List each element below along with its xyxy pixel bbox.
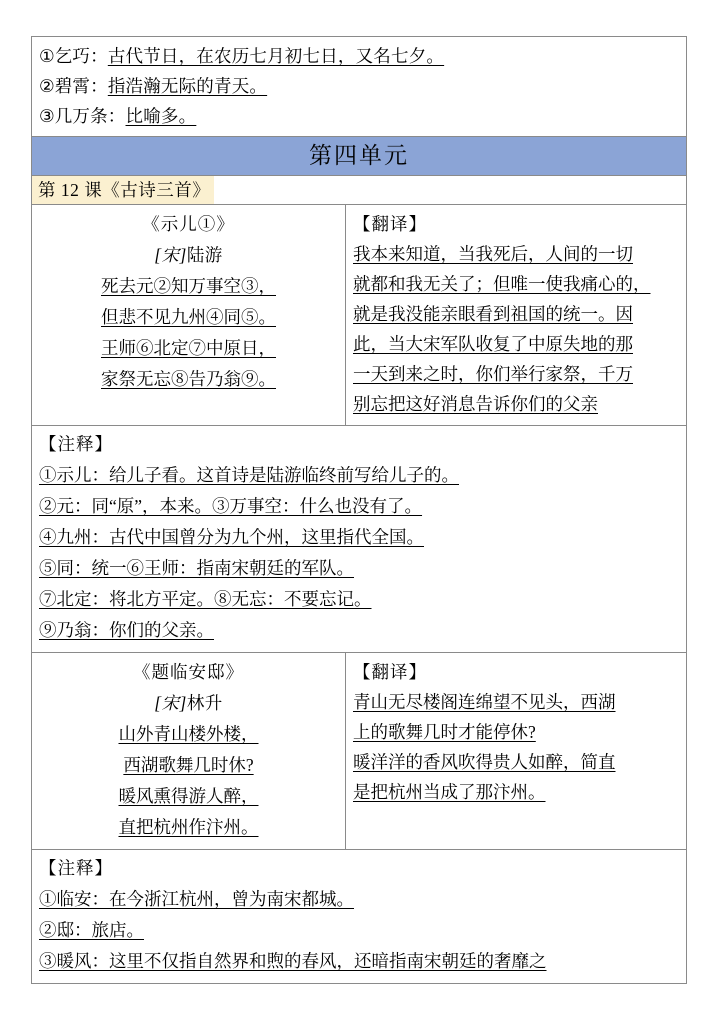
- note-marker: ②: [39, 76, 55, 96]
- note-term: 几万条：: [54, 106, 126, 126]
- poem2-translation-cell: [346, 653, 687, 850]
- translation-line: [353, 389, 681, 419]
- notes-line: [39, 460, 680, 491]
- note-term: 碧霄：: [54, 76, 108, 96]
- notes-line-text: ③暖风：这里不仅指自然界和煦的春风，还暗指南宋朝廷的奢靡之: [39, 951, 547, 971]
- translation-line-text: 上的歌舞几时才能停休?: [353, 722, 536, 742]
- unit-banner-row: [32, 137, 687, 176]
- translation-line: [353, 717, 681, 747]
- poem1-line: [36, 271, 341, 302]
- lesson-header-cell: [32, 176, 687, 205]
- poem2-title: 《题临安邸》: [133, 662, 244, 682]
- poem1-title: 《示儿①》: [142, 214, 235, 234]
- note-line: [39, 71, 680, 101]
- notes-line-text: ②邸：旅店。: [39, 920, 144, 940]
- translation-line: [353, 269, 681, 299]
- notes-line-text: ①临安：在今浙江杭州，曾为南宋都城。: [39, 889, 354, 909]
- note-line: [39, 101, 680, 131]
- translation-line: [353, 359, 681, 389]
- lesson-header-row: [32, 176, 687, 205]
- unit-banner: 第四单元: [32, 137, 687, 176]
- poem2-translation-body: [346, 653, 686, 813]
- poem1-translation-body: [346, 205, 686, 425]
- translation-line-text: 是把杭州当成了那汴州。: [353, 782, 546, 802]
- poem2-line: [36, 750, 341, 781]
- notes-line: [39, 491, 680, 522]
- note-definition: 指浩瀚无际的青天。: [107, 76, 268, 96]
- notes-line-text: ⑤同：统一⑥王师：指南宋朝廷的军队。: [39, 558, 354, 578]
- notes-line-text: ④九州：古代中国曾分为九个州，这里指代全国。: [39, 527, 424, 547]
- note-term: 乞巧：: [54, 46, 108, 66]
- note-definition: 古代节日，在农历七月初七日，又名七夕。: [107, 46, 445, 66]
- notes2-cell: [32, 850, 687, 984]
- poem2-line-text: 暖风熏得游人醉，: [118, 786, 259, 806]
- poem1-line-text: 王师⑥北定⑦中原日，: [101, 338, 276, 358]
- notes-line-text: ②元：同“原”，本来。③万事空：什么也没有了。: [39, 496, 423, 516]
- poem2-line-text: 直把杭州作汴州。: [118, 817, 259, 837]
- poem1-line-text: 家祭无忘⑧告乃翁⑨。: [101, 369, 276, 389]
- note-marker: ③: [39, 106, 55, 126]
- translation-line: [353, 747, 681, 777]
- note-line: [39, 41, 680, 71]
- translation-line: [353, 329, 681, 359]
- translation-line-text: 我本来知道，当我死后，人间的一切: [353, 244, 633, 264]
- notes-line: [39, 884, 680, 915]
- translation-header: 【翻译】: [353, 214, 427, 234]
- translation-line: [353, 777, 681, 807]
- translation-line: [353, 239, 681, 269]
- top-notes-row: [32, 37, 687, 137]
- translation-line-text: 就都和我无关了；但唯一使我痛心的，: [353, 274, 651, 294]
- notes-line-text: ①示儿：给儿子看。这首诗是陆游临终前写给儿子的。: [39, 465, 459, 485]
- notes-line: [39, 553, 680, 584]
- notes2-body: [32, 850, 686, 983]
- poem1-line-text: 但悲不见九州④同⑤。: [101, 307, 276, 327]
- poem2-body: [32, 653, 345, 849]
- poem2-author: [36, 688, 341, 719]
- notes-line: [39, 522, 680, 553]
- poem2-dynasty: [宋]: [154, 693, 187, 713]
- note-marker: ①: [39, 46, 55, 66]
- poem1-row: [32, 205, 687, 426]
- poem1-line: [36, 364, 341, 395]
- poem1-author: [36, 240, 341, 271]
- poem1-line-text: 死去元②知万事空③，: [101, 276, 276, 296]
- translation-line-text: 暖洋洋的香风吹得贵人如醉，简直: [353, 752, 616, 772]
- notes-header: 【注释】: [39, 858, 113, 878]
- poem1-translation-cell: [346, 205, 687, 426]
- notes-header: 【注释】: [39, 434, 113, 454]
- poem2-line: [36, 812, 341, 843]
- notes-line: [39, 615, 680, 646]
- translation-line: [353, 687, 681, 717]
- notes-line: [39, 915, 680, 946]
- poem2-cell: [32, 653, 346, 850]
- notes2-row: [32, 850, 687, 984]
- poem2-line-text: 山外青山楼外楼，: [118, 724, 259, 744]
- translation-line-text: 别忘把这好消息告诉你们的父亲: [353, 394, 598, 414]
- translation-line-text: 就是我没能亲眼看到祖国的统一。因: [353, 304, 633, 324]
- lesson-header-label: 第 12 课《古诗三首》: [32, 176, 214, 204]
- poem2-line-text: 西湖歌舞几时休?: [123, 755, 254, 775]
- poem2-line: [36, 781, 341, 812]
- poem1-line: [36, 302, 341, 333]
- poem1-dynasty: [宋]: [154, 245, 187, 265]
- poem2-row: [32, 653, 687, 850]
- poem1-author-name: 陆游: [186, 245, 223, 265]
- notes1-cell: [32, 426, 687, 653]
- translation-line: [353, 299, 681, 329]
- translation-line-text: 一天到来之时，你们举行家祭，千万: [353, 364, 633, 384]
- poem1-cell: [32, 205, 346, 426]
- study-notes-table: [31, 36, 687, 984]
- poem1-body: [32, 205, 345, 401]
- notes-line: [39, 946, 680, 977]
- translation-header: 【翻译】: [353, 662, 427, 682]
- notes-line-text: ⑨乃翁：你们的父亲。: [39, 620, 214, 640]
- top-notes-list: [32, 37, 686, 136]
- poem2-line: [36, 719, 341, 750]
- translation-line-text: 此，当大宋军队收复了中原失地的那: [353, 334, 633, 354]
- poem2-author-name: 林升: [186, 693, 223, 713]
- poem1-line: [36, 333, 341, 364]
- translation-line-text: 青山无尽楼阁连绵望不见头，西湖: [353, 692, 616, 712]
- note-definition: 比喻多。: [125, 106, 197, 126]
- top-notes-cell: [32, 37, 687, 137]
- notes-line-text: ⑦北定：将北方平定。⑧无忘：不要忘记。: [39, 589, 372, 609]
- notes-line: [39, 584, 680, 615]
- notes1-body: [32, 426, 686, 652]
- notes1-row: [32, 426, 687, 653]
